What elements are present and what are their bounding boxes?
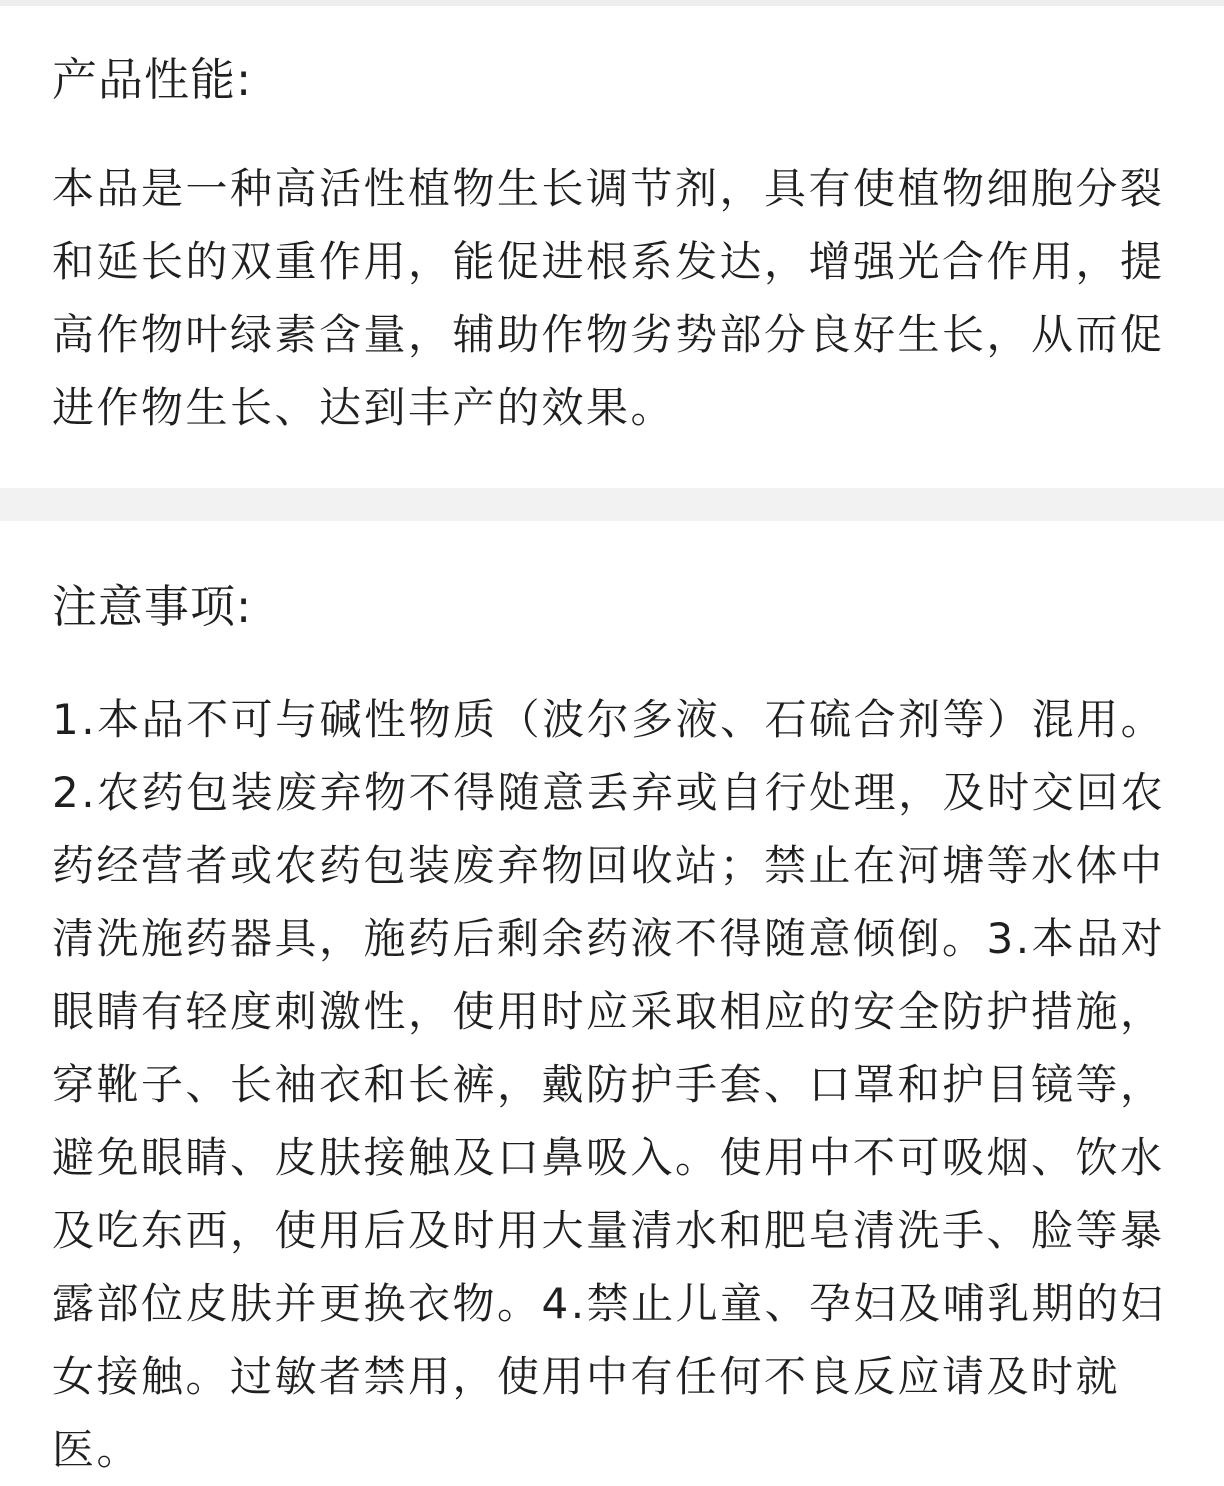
product-performance-title: 产品性能: [52,53,253,106]
section-divider [0,488,1224,521]
precautions-title: 注意事项: [52,580,253,633]
product-performance-section [0,6,1224,488]
precautions-section [0,521,1224,1484]
precautions-text: 1.本品不可与碱性物质（波尔多液、石硫合剂等）混用。2.农药包装废弃物不得随意丢弃或自行处理，及时交回农药经营者或农药包装废弃物回收站；禁止在河塘等水体中清洗施药器具，施药后剩余药液不得随意倾倒。3.本品对眼睛有轻度刺激性，使用时应采取相应的安全防护措施，穿靴子、长袖衣和长裤，戴防护手套、口罩和护目镜等，避免眼睛、皮肤接触及口鼻吸入。使用中不可吸烟、饮水及吃东西，使用后及时用大量清水和肥皂清洗手、脸等暴露部位皮肤并更换衣物。4.禁止儿童、孕妇及哺乳期的妇女接触。过敏者禁用，使用中有任何不良反应请及时就医。 [52,695,1166,1474]
product-performance-text: 本品是一种高活性植物生长调节剂，具有使植物细胞分裂和延长的双重作用，能促进根系发达，增强光合作用，提高作物叶绿素含量，辅助作物劣势部分良好生长，从而促进作物生长、达到丰产的效果。 [52,164,1165,432]
